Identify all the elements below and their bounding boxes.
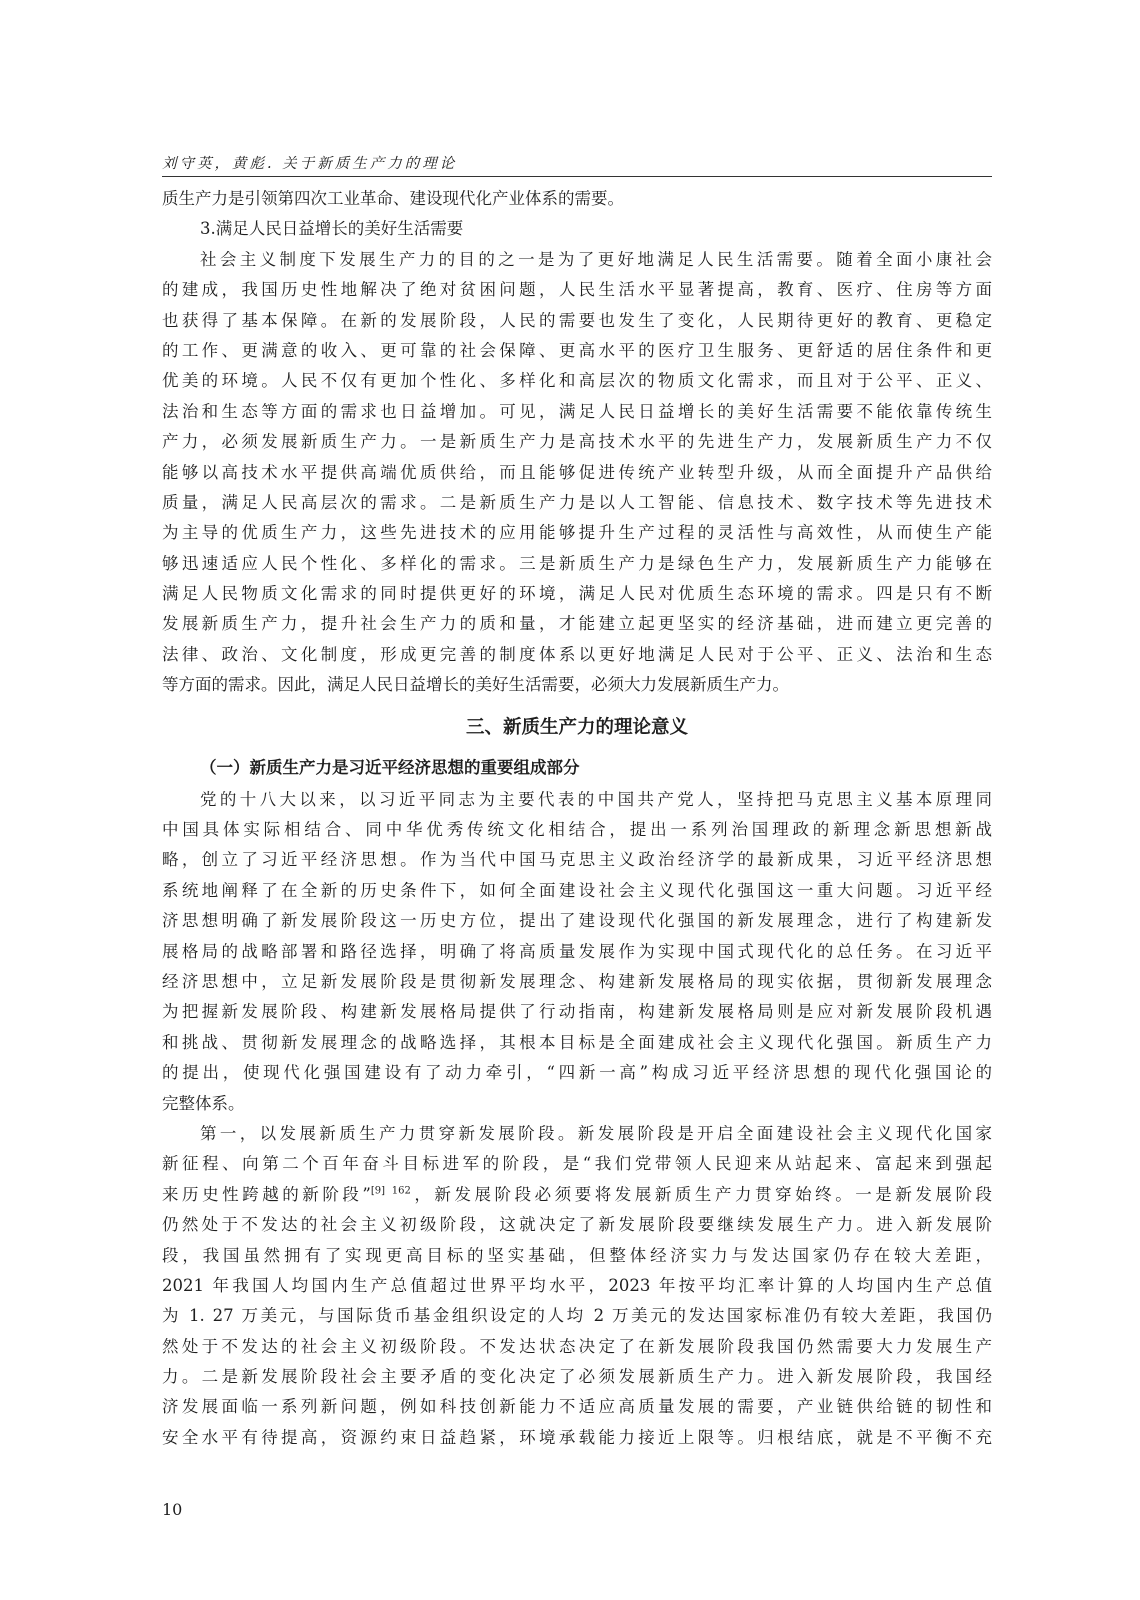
paragraph-line: 经济思想中，立足新发展阶段是贯彻新发展理念、构建新发展格局的现实依据，贯彻新发展理念 bbox=[162, 971, 992, 991]
paragraph-line: 党的十八大以来，以习近平同志为主要代表的中国共产党人，坚持把马克思主义基本原理同 bbox=[200, 789, 992, 809]
paragraph-line: 济思想明确了新发展阶段这一历史方位，提出了建设现代化强国的新发展理念，进行了构建新发 bbox=[162, 911, 992, 931]
page-number: 10 bbox=[162, 1500, 183, 1519]
paragraph bbox=[162, 1119, 992, 1453]
running-title: 刘守英，黄彪. 关于新质生产力的理论 bbox=[162, 156, 458, 172]
paragraph-line: 产力，必须发展新质生产力。一是新质生产力是高技术水平的先进生产力，发展新质生产力不仅 bbox=[162, 432, 992, 452]
paragraph-line: 优美的环境。人民不仅有更加个性化、多样化和高层次的物质文化需求，而且对于公平、正义、 bbox=[162, 371, 992, 391]
paragraph-line: 为把握新发展阶段、构建新发展格局提供了行动指南，构建新发展格局则是应对新发展阶段机遇 bbox=[162, 1002, 992, 1022]
paragraph-line: 够迅速适应人民个性化、多样化的需求。三是新质生产力是绿色生产力，发展新质生产力能够在 bbox=[162, 553, 992, 573]
paragraph-line: 为 1. 27 万美元，与国际货币基金组织设定的人均 2 万美元的发达国家标准仍有较大差距，我国仍 bbox=[162, 1306, 992, 1326]
paragraph-line: 等方面的需求。因此，满足人民日益增长的美好生活需要，必须大力发展新质生产力。 bbox=[162, 675, 789, 695]
paragraph-line: 济发展面临一系列新问题，例如科技创新能力不适应高质量发展的需要，产业链供给链的韧性和 bbox=[162, 1397, 992, 1417]
paragraph-line: 安全水平有待提高，资源约束日益趋紧，环境承载能力接近上限等。归根结底，就是不平衡不充 bbox=[162, 1427, 992, 1447]
citation-reference: [9] 162 bbox=[370, 1185, 411, 1197]
section-title: 三、新质生产力的理论意义 bbox=[465, 716, 688, 738]
paragraph-line: 的建成，我国历史性地解决了绝对贫困问题，人民生活水平显著提高，教育、医疗、住房等方面 bbox=[162, 280, 992, 300]
paragraph-line: 力。二是新发展阶段社会主要矛盾的变化决定了必须发展新质生产力。进入新发展阶段，我国经 bbox=[162, 1367, 992, 1387]
paragraph-line: 展格局的战略部署和路径选择，明确了将高质量发展作为实现中国式现代化的总任务。在习近平 bbox=[162, 941, 992, 961]
paragraph-line: 能够以高技术水平提供高端优质供给，而且能够促进传统产业转型升级，从而全面提升产品供给 bbox=[162, 462, 992, 482]
subsection-title: （一）新质生产力是习近平经济思想的重要组成部分 bbox=[200, 757, 580, 777]
paragraph-line: 中国具体实际相结合、同中华优秀传统文化相结合，提出一系列治国理政的新理念新思想新战 bbox=[162, 820, 992, 840]
paragraph-line: 满足人民物质文化需求的同时提供更好的环境，满足人民对优质生态环境的需求。四是只有不断 bbox=[162, 584, 992, 604]
paragraph-line: 新征程、向第二个百年奋斗目标进军的阶段，是“我们党带领人民迎来从站起来、富起来到强起 bbox=[162, 1154, 992, 1174]
text-span: 来历史性跨越的新阶段” bbox=[162, 1184, 371, 1204]
text-span: ，新发展阶段必须要将发展新质生产力贯穿始终。一是新发展阶段 bbox=[410, 1184, 992, 1204]
paragraph-line: 第一，以发展新质生产力贯穿新发展阶段。新发展阶段是开启全面建设社会主义现代化国家 bbox=[200, 1123, 992, 1143]
numbered-subheading: 3.满足人民日益增长的美好生活需要 bbox=[200, 219, 464, 239]
paragraph-line: 质生产力是引领第四次工业革命、建设现代化产业体系的需要。 bbox=[162, 189, 624, 208]
paragraph-line: 的工作、更满意的收入、更可靠的社会保障、更高水平的医疗卫生服务、更舒适的居住条件和更 bbox=[162, 340, 992, 360]
paragraph bbox=[162, 245, 992, 701]
paragraph-line: 社会主义制度下发展生产力的目的之一是为了更好地满足人民生活需要。随着全面小康社会 bbox=[200, 249, 992, 269]
paragraph-line: 段，我国虽然拥有了实现更高目标的坚实基础，但整体经济实力与发达国家仍存在较大差距， bbox=[162, 1245, 992, 1265]
paragraph-line: 2021 年我国人均国内生产总值超过世界平均水平，2023 年按平均汇率计算的人均国内生产总值 bbox=[162, 1275, 992, 1295]
paragraph-line: 也获得了基本保障。在新的发展阶段，人民的需要也发生了变化，人民期待更好的教育、更稳定 bbox=[162, 310, 992, 330]
paragraph-line: 法治和生态等方面的需求也日益增加。可见，满足人民日益增长的美好生活需要不能依靠传统生 bbox=[162, 401, 992, 421]
paragraph-line: 仍然处于不发达的社会主义初级阶段，这就决定了新发展阶段要继续发展生产力。进入新发展阶 bbox=[162, 1215, 992, 1235]
paragraph-line: 和挑战、贯彻新发展理念的战略选择，其根本目标是全面建成社会主义现代化强国。新质生产力 bbox=[162, 1032, 992, 1052]
paragraph-line: 质量，满足人民高层次的需求。二是新质生产力是以人工智能、信息技术、数字技术等先进技术 bbox=[162, 492, 992, 512]
running-header bbox=[162, 146, 992, 177]
paragraph-line: 略，创立了习近平经济思想。作为当代中国马克思主义政治经济学的最新成果，习近平经济思想 bbox=[162, 850, 992, 870]
paragraph-line: 完整体系。 bbox=[162, 1093, 245, 1113]
paragraph-line: 然处于不发达的社会主义初级阶段。不发达状态决定了在新发展阶段我国仍然需要大力发展生产 bbox=[162, 1336, 992, 1356]
paragraph-line: 法律、政治、文化制度，形成更完善的制度体系以更好地满足人民对于公平、正义、法治和生态 bbox=[162, 644, 992, 664]
paragraph-line: 发展新质生产力，提升社会生产力的质和量，才能建立起更坚实的经济基础，进而建立更完善的 bbox=[162, 614, 992, 634]
paragraph-line bbox=[162, 1180, 992, 1210]
paragraph-line: 系统地阐释了在全新的历史条件下，如何全面建设社会主义现代化强国这一重大问题。习近平经 bbox=[162, 880, 992, 900]
article-body bbox=[162, 184, 992, 1453]
paragraph bbox=[162, 785, 992, 1119]
paragraph-line: 为主导的优质生产力，这些先进技术的应用能够提升生产过程的灵活性与高效性，从而使生产能 bbox=[162, 523, 992, 543]
paragraph-line: 的提出，使现代化强国建设有了动力牵引，“四新一高”构成习近平经济思想的现代化强国论的 bbox=[162, 1063, 992, 1083]
